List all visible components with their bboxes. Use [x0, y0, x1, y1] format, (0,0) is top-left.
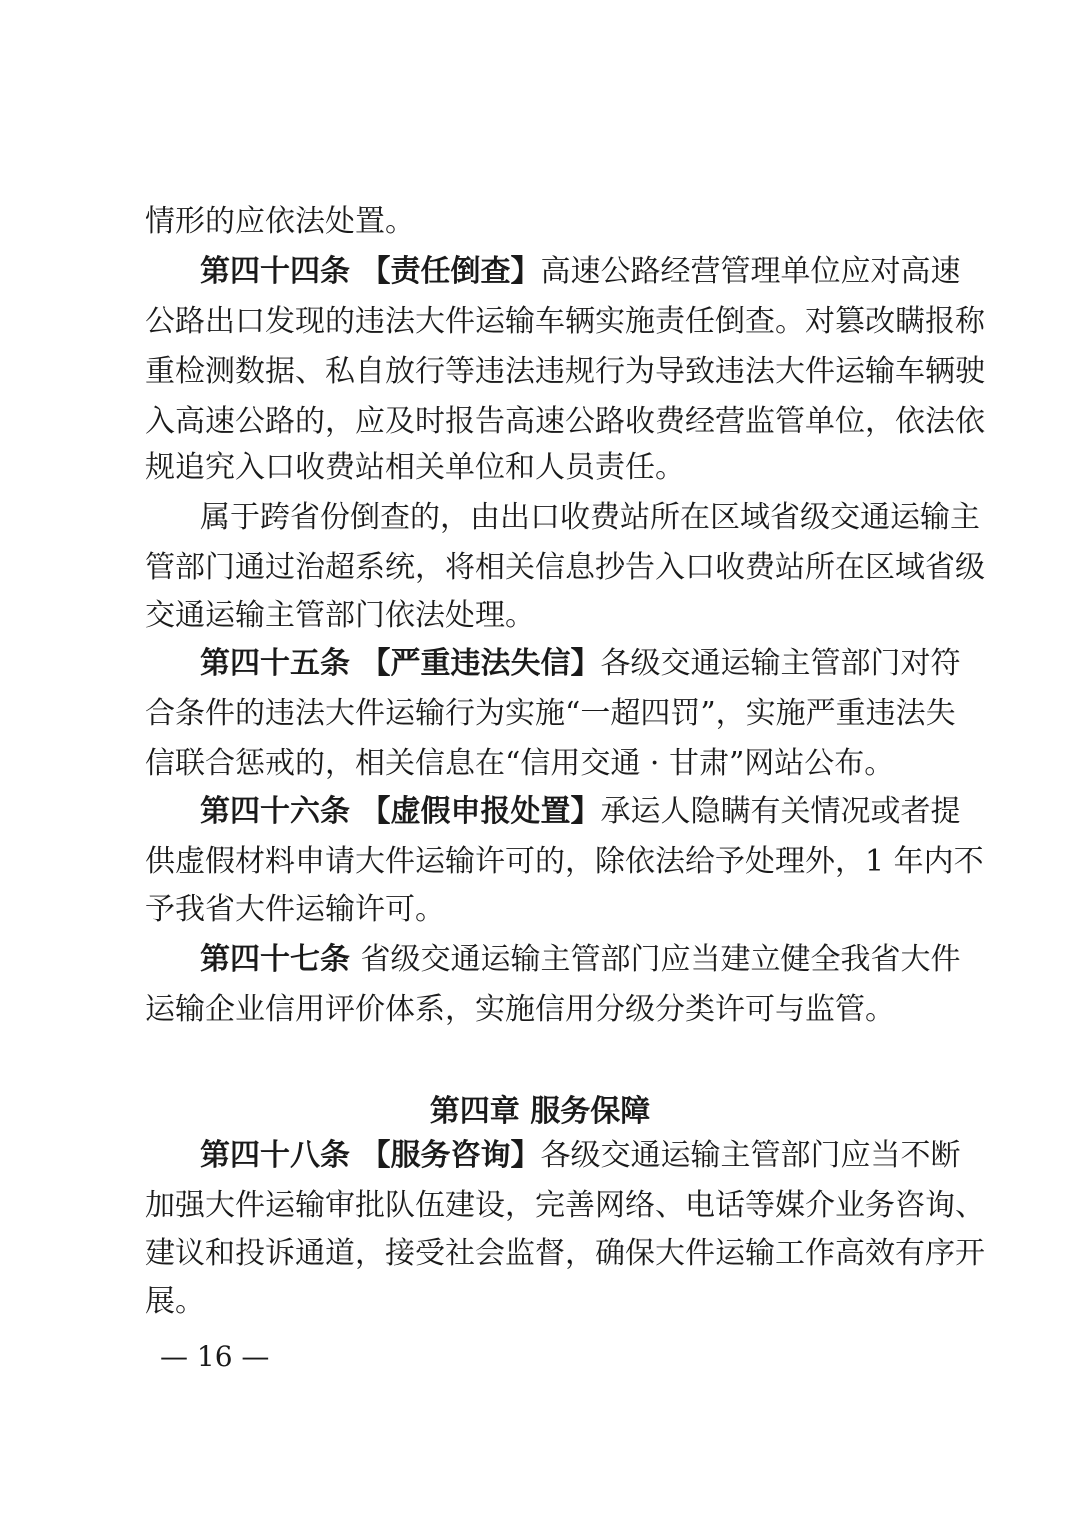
line-text: 入高速公路的，应及时报告高速公路收费经营监管单位，依法依: [145, 404, 985, 439]
line-text: 管部门通过治超系统，将相关信息抄告入口收费站所在区域省级: [145, 550, 985, 585]
line-text: 建议和投诉通道，接受社会监督，确保大件运输工作高效有序开: [145, 1236, 985, 1271]
text-line: [145, 842, 984, 882]
line-text: 运输企业信用评价体系，实施信用分级分类许可与监管。: [145, 992, 895, 1027]
text-line: [145, 402, 985, 442]
line-text: 高速公路经营管理单位应对高速: [540, 254, 961, 289]
article-heading: 第四十六条 【虚假申报处置】: [200, 794, 601, 829]
text-line: [200, 940, 961, 980]
line-text: 承运人隐瞒有关情况或者提: [600, 794, 961, 829]
text-line: [200, 252, 961, 292]
text-line: [145, 1186, 985, 1226]
article-heading: 第四十八条 【服务咨询】: [200, 1138, 541, 1173]
text-line: [200, 644, 961, 684]
text-line: [200, 1136, 961, 1176]
text-line: [145, 548, 985, 588]
line-text: 供虚假材料申请大件运输许可的，除依法给予处理外，1 年内不: [145, 844, 984, 879]
line-text: 重检测数据、私自放行等违法违规行为导致违法大件运输车辆驶: [145, 354, 985, 389]
line-text: 各级交通运输主管部门对符: [600, 646, 961, 681]
text-line: [200, 792, 961, 832]
line-text: 各级交通运输主管部门应当不断: [540, 1138, 961, 1173]
text-line: [145, 890, 935, 930]
text-line: [200, 498, 980, 538]
line-text: 展。: [145, 1284, 205, 1319]
text-line: [145, 744, 935, 784]
text-line: [145, 990, 935, 1030]
article-heading: 第四十五条 【严重违法失信】: [200, 646, 601, 681]
line-text: 予我省大件运输许可。: [145, 892, 445, 927]
text-line: [145, 352, 985, 392]
article-heading: 第四十七条: [200, 942, 361, 977]
line-text: 属于跨省份倒查的，由出口收费站所在区域省级交通运输主: [200, 500, 980, 535]
line-text: 规追究入口收费站相关单位和人员责任。: [145, 450, 685, 485]
text-line: [145, 694, 956, 734]
line-text: 情形的应依法处置。: [145, 204, 415, 239]
text-line: [145, 1282, 935, 1322]
line-text: 省级交通运输主管部门应当建立健全我省大件: [360, 942, 961, 977]
text-line: [145, 1234, 985, 1274]
text-line: [145, 448, 935, 488]
line-text: 公路出口发现的违法大件运输车辆实施责任倒查。对篡改瞒报称: [145, 304, 985, 339]
text-line: [145, 596, 935, 636]
line-text: 加强大件运输审批队伍建设，完善网络、电话等媒介业务咨询、: [145, 1188, 985, 1223]
page-number: — 16 —: [160, 1340, 270, 1373]
text-line: [145, 302, 985, 342]
article-heading: 第四十四条 【责任倒查】: [200, 254, 541, 289]
line-text: 合条件的违法大件运输行为实施“一超四罚”，实施严重违法失: [145, 696, 956, 731]
chapter-title: 第四章 服务保障: [429, 1094, 651, 1129]
line-text: 交通运输主管部门依法处理。: [145, 598, 535, 633]
line-text: 信联合惩戒的，相关信息在“信用交通 · 甘肃”网站公布。: [145, 746, 895, 781]
text-line: [145, 202, 935, 242]
